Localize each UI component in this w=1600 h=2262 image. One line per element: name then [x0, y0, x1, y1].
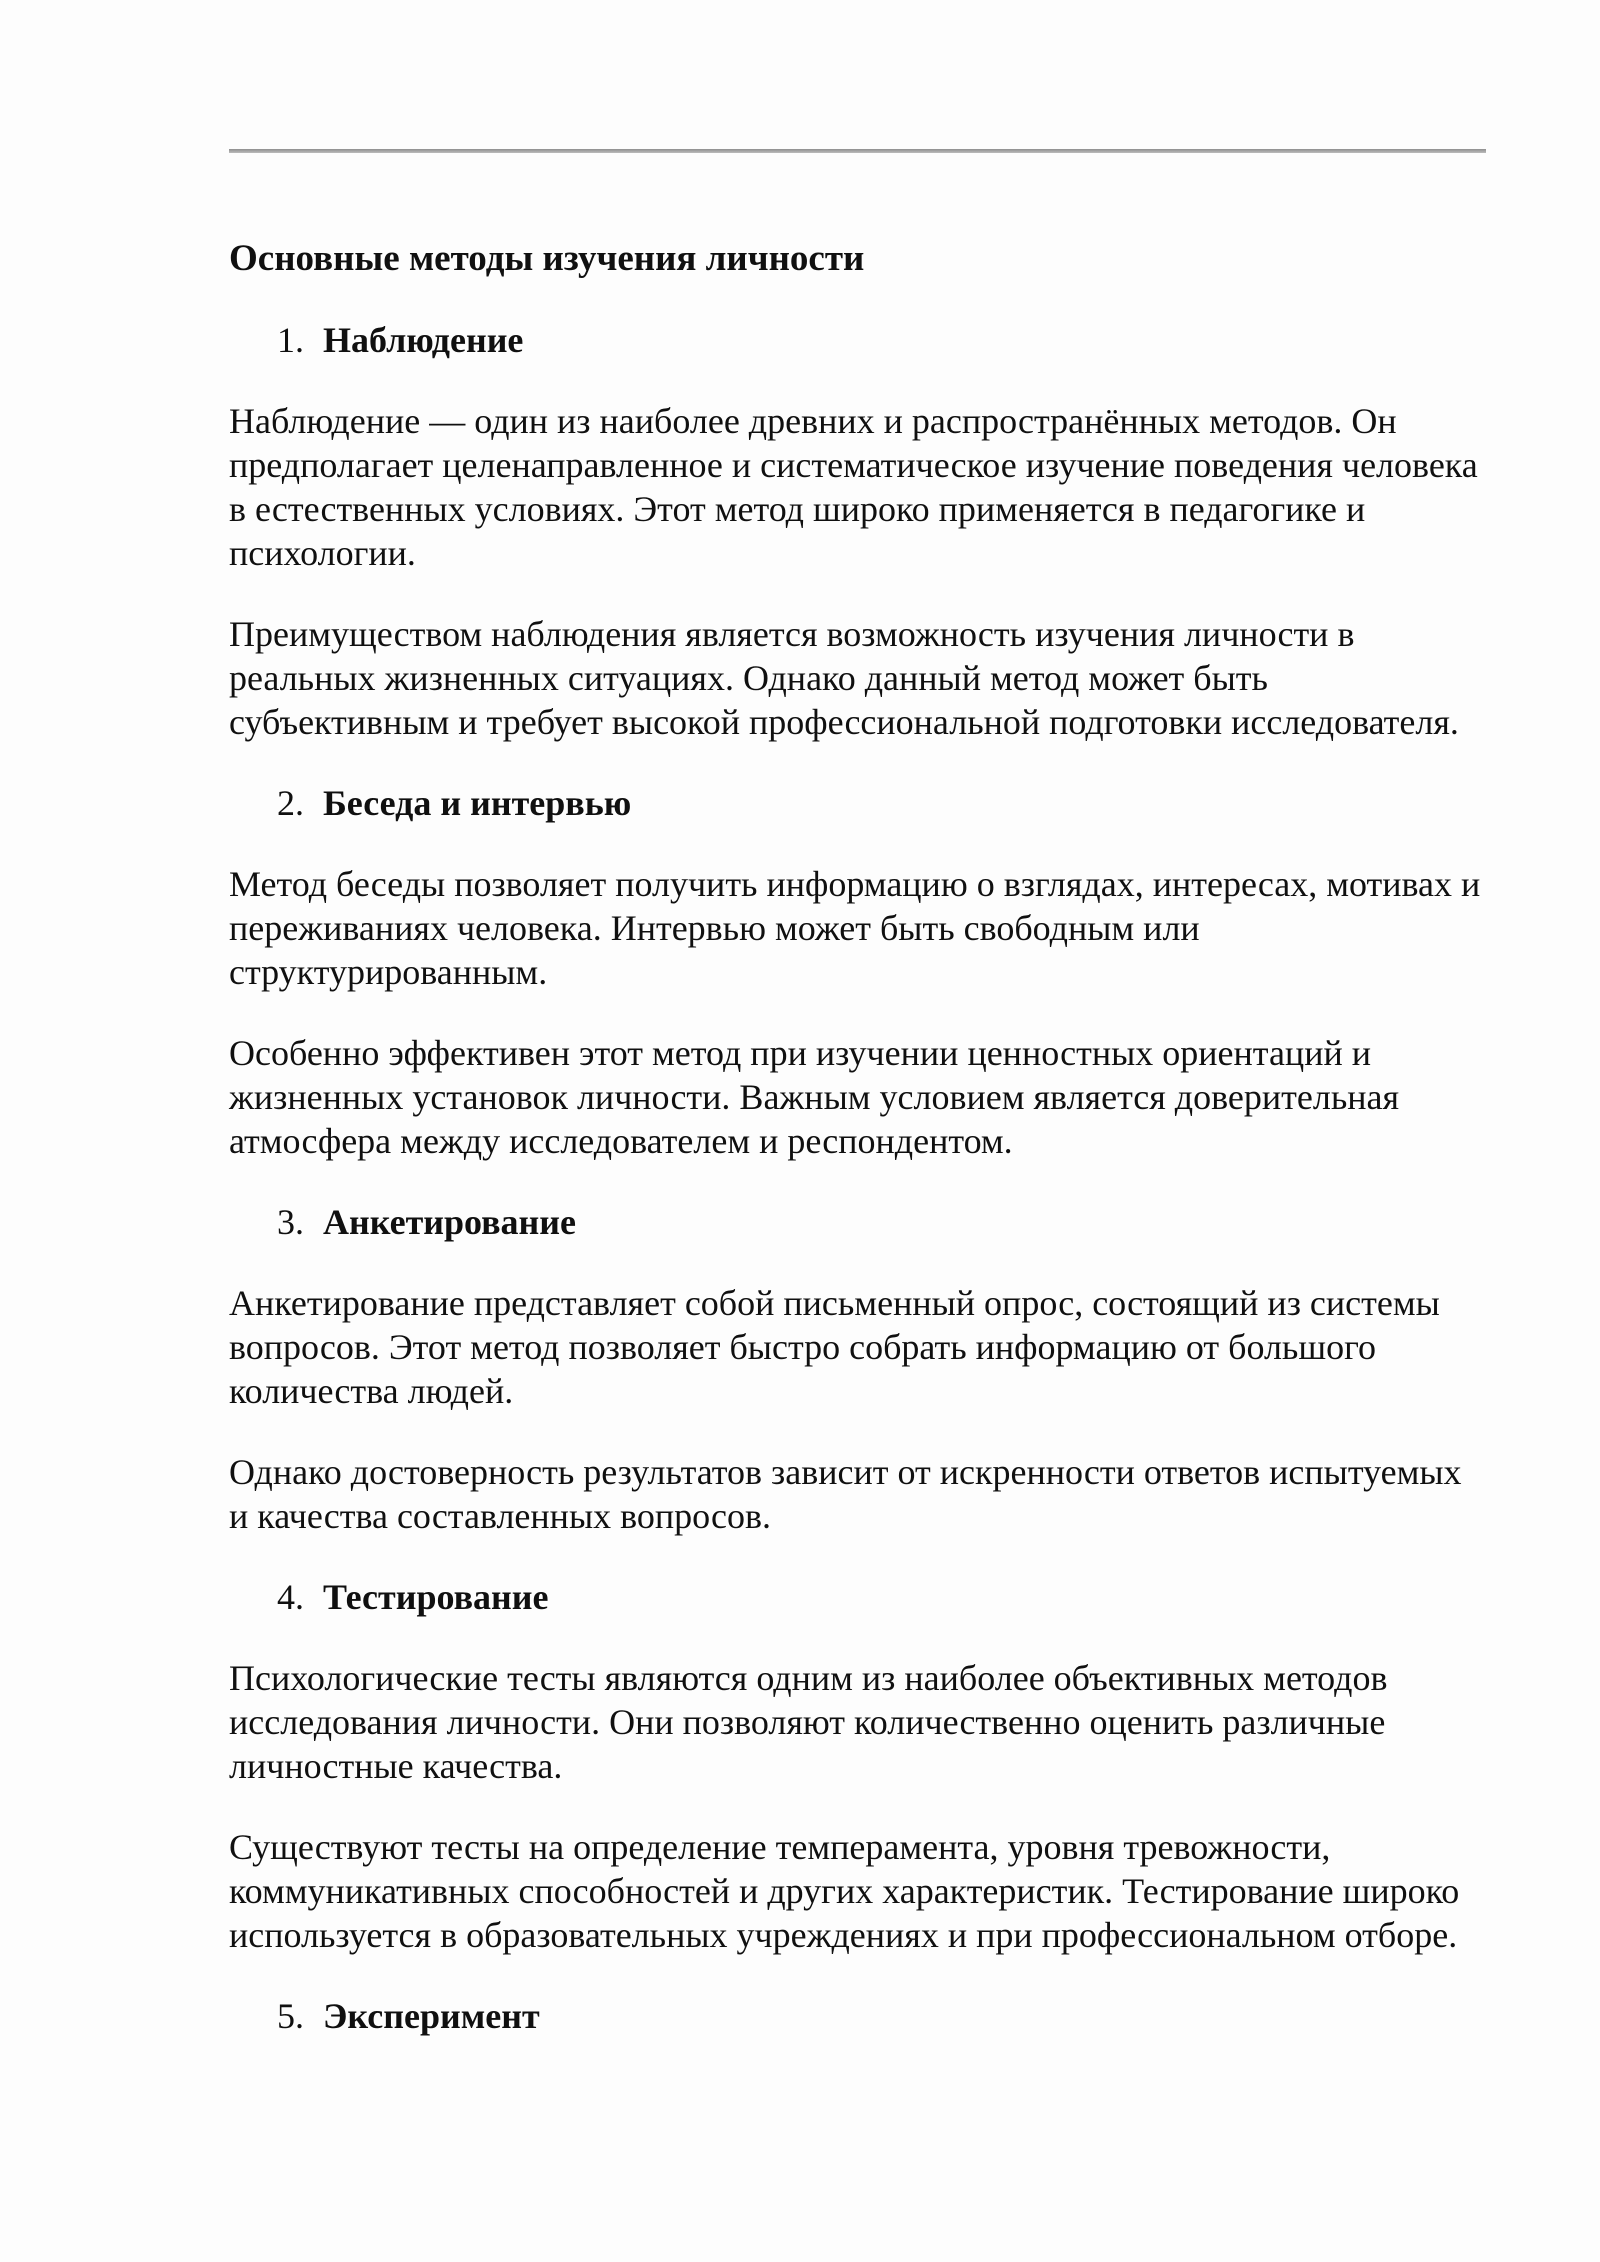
section-heading-label: Наблюдение [323, 320, 524, 360]
section-heading-5 [229, 1994, 1489, 2038]
section-heading-label: Беседа и интервью [323, 783, 632, 823]
section-heading-2 [229, 781, 1489, 825]
list-number: 5. [277, 1996, 304, 2036]
section-heading-1 [229, 318, 1489, 362]
paragraph: Преимуществом наблюдения является возможность изучения личности в реальных жизненных ситуациях. Однако данный метод может быть субъективным и требует высокой профессиональной подготовки исследователя. [229, 614, 1459, 742]
document-title: Основные методы изучения личности [229, 238, 865, 279]
section-heading-label: Эксперимент [323, 1996, 540, 2036]
list-number: 2. [277, 783, 304, 823]
section-heading-label: Тестирование [323, 1577, 549, 1617]
list-number: 1. [277, 320, 304, 360]
paragraph: Анкетирование представляет собой письменный опрос, состоящий из системы вопросов. Этот метод позволяет быстро собрать информацию от большого количества людей. [229, 1283, 1440, 1411]
section-heading-4 [229, 1575, 1489, 1619]
list-number: 3. [277, 1202, 304, 1242]
paragraph: Наблюдение — один из наиболее древних и распространённых методов. Он предполагает целенаправленное и систематическое изучение поведения человека в естественных условиях. Этот метод широко применяется в педагогике и психологии. [229, 401, 1478, 573]
section-heading-label: Анкетирование [323, 1202, 577, 1242]
list-number: 4. [277, 1577, 304, 1617]
paragraph: Метод беседы позволяет получить информацию о взглядах, интересах, мотивах и переживаниях человека. Интервью может быть свободным или структурированным. [229, 864, 1481, 992]
paragraph: Особенно эффективен этот метод при изучении ценностных ориентаций и жизненных установок личности. Важным условием является доверительная атмосфера между исследователем и респондентом. [229, 1033, 1400, 1161]
paragraph: Существуют тесты на определение темперамента, уровня тревожности, коммуникативных способностей и других характеристик. Тестирование широко используется в образовательных учреждениях и при профессиональном отборе. [229, 1827, 1460, 1955]
paragraph: Психологические тесты являются одним из наиболее объективных методов исследования личности. Они позволяют количественно оценить различные личностные качества. [229, 1658, 1388, 1786]
section-heading-3 [229, 1200, 1489, 1244]
horizontal-divider [229, 149, 1486, 153]
paragraph: Однако достоверность результатов зависит от искренности ответов испытуемых и качества составленных вопросов. [229, 1452, 1462, 1536]
